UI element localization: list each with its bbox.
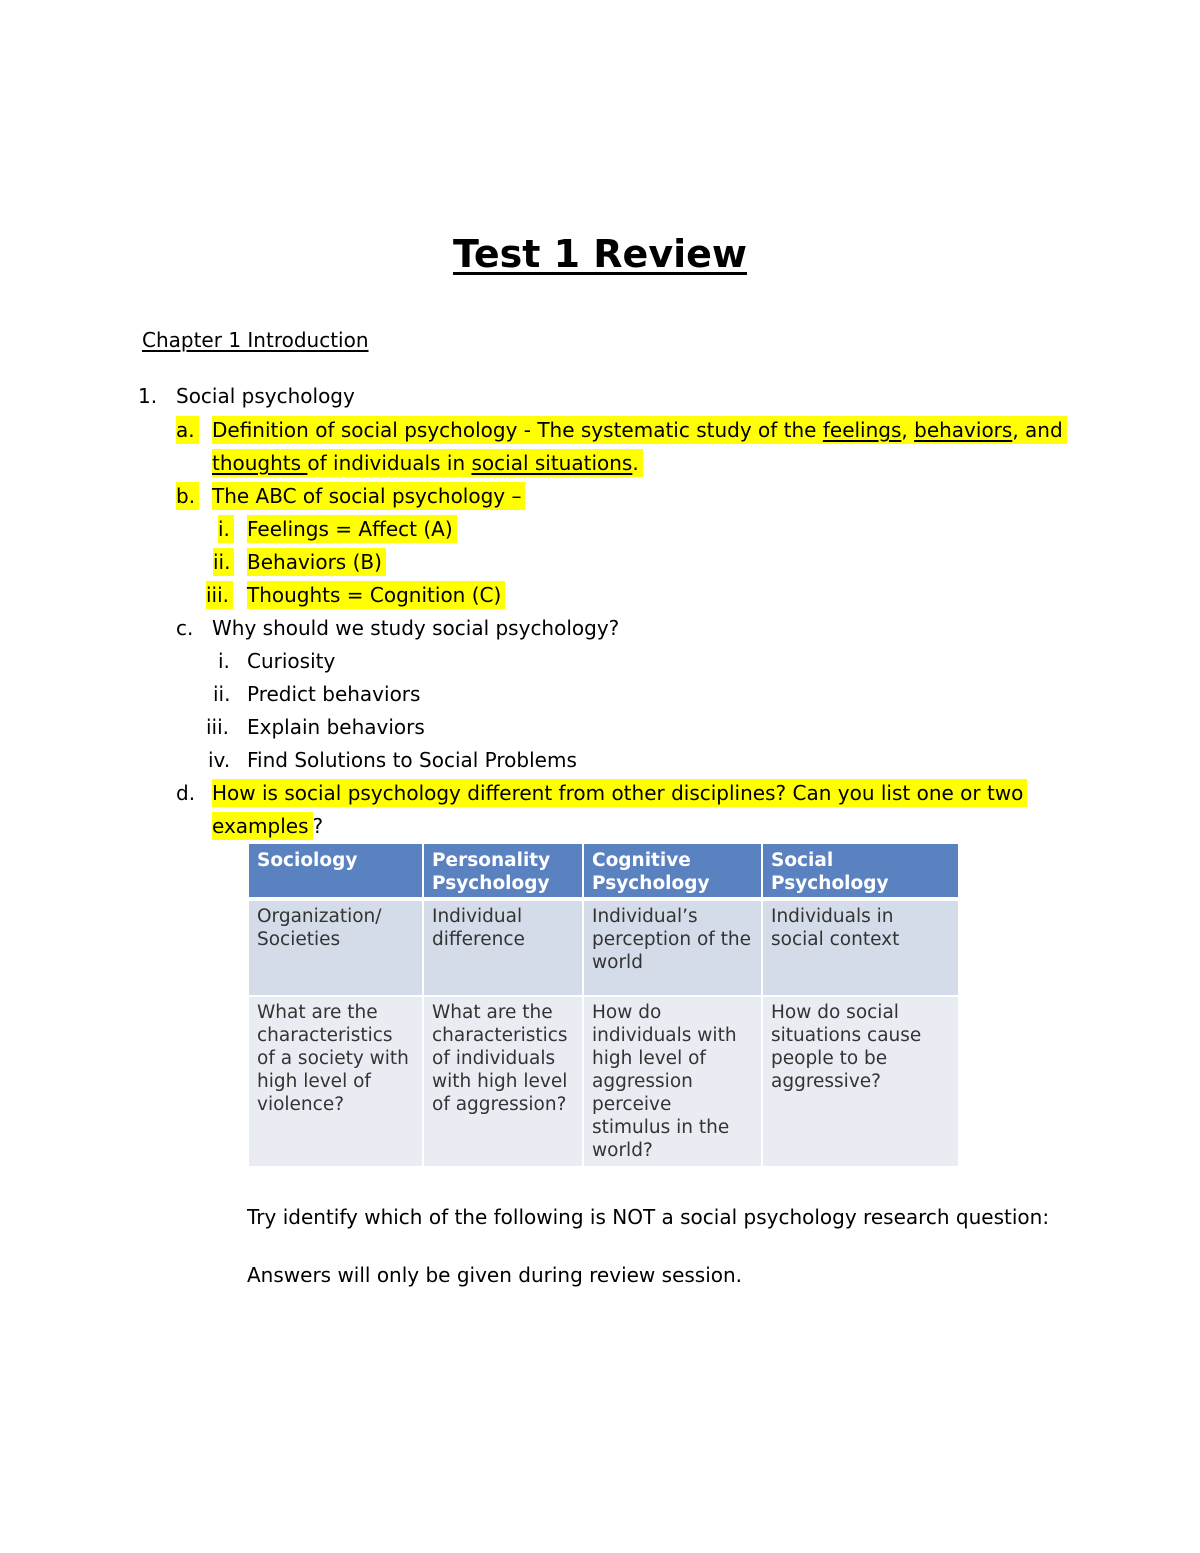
header-sociology: Sociology — [249, 844, 422, 901]
table-cell: How do social situations cause people to be aggressive? — [763, 997, 958, 1166]
definition-line-1: Definition of social psychology - The systematic study of the feelings, behaviors, and — [212, 416, 1067, 444]
abc-behaviors: Behaviors (B) — [247, 548, 386, 576]
list-marker-b: b. — [176, 482, 199, 510]
table-cell: What are the characteristics of individuals with high level of aggression? — [424, 997, 582, 1166]
reason-explain: Explain behaviors — [247, 715, 425, 739]
chapter-heading: Chapter 1 Introduction — [142, 328, 369, 352]
disciplines-question-line-2: examples ? — [212, 814, 324, 838]
header-cognitive-psychology: Cognitive Psychology — [584, 844, 761, 901]
list-marker-a: a. — [176, 416, 199, 444]
list-item-1-text: Social psychology — [176, 384, 355, 408]
list-marker-d: d. — [176, 781, 196, 805]
list-marker-b-ii: ii. — [213, 548, 234, 576]
header-social-psychology: Social Psychology — [763, 844, 958, 901]
definition-line-2: thoughts of individuals in social situations. — [212, 449, 643, 477]
header-personality-psychology: Personality Psychology — [424, 844, 582, 901]
identify-prompt: Try identify which of the following is NOT a social psychology research question: — [247, 1205, 1050, 1229]
table-cell: Individuals in social context — [763, 901, 958, 997]
abc-thoughts: Thoughts = Cognition (C) — [247, 581, 505, 609]
list-marker-b-iii: iii. — [206, 581, 233, 609]
table-row — [249, 901, 958, 997]
term-feelings: feelings — [822, 418, 902, 442]
table-header-row — [249, 844, 958, 901]
table-cell: What are the characteristics of a society with high level of violence? — [249, 997, 422, 1166]
table-cell: How do individuals with high level of aggression perceive stimulus in the world? — [584, 997, 761, 1166]
term-social-situations: social situations — [471, 451, 633, 475]
definition-prefix: Definition of social psychology - The systematic study of the — [212, 418, 823, 442]
answers-note: Answers will only be given during review session. — [247, 1263, 743, 1287]
table-cell: Individual’s perception of the world — [584, 901, 761, 997]
list-marker-b-i: i. — [218, 515, 234, 543]
disciplines-question-line-1: How is social psychology different from other disciplines? Can you list one or two — [212, 779, 1027, 807]
reason-solutions: Find Solutions to Social Problems — [247, 748, 577, 772]
table-row — [249, 997, 958, 1166]
reason-predict: Predict behaviors — [247, 682, 421, 706]
list-marker: 1. — [138, 384, 158, 408]
list-marker-c-i: i. — [218, 649, 230, 673]
list-marker-c-iii: iii. — [206, 715, 230, 739]
abc-heading: The ABC of social psychology – — [212, 482, 525, 510]
reason-curiosity: Curiosity — [247, 649, 336, 673]
table-cell: Individual difference — [424, 901, 582, 997]
list-marker-c-ii: ii. — [213, 682, 231, 706]
page-title: Test 1 Review — [452, 232, 748, 276]
list-marker-c-iv: iv. — [208, 748, 231, 772]
abc-feelings: Feelings = Affect (A) — [247, 515, 457, 543]
list-item-1 — [138, 382, 157, 410]
list-marker-c: c. — [176, 616, 194, 640]
term-behaviors: behaviors — [914, 418, 1013, 442]
why-study-heading: Why should we study social psychology? — [212, 616, 620, 640]
table-cell: Organization/ Societies — [249, 901, 422, 997]
disciplines-table — [247, 844, 960, 1166]
term-thoughts: thoughts — [212, 451, 308, 475]
